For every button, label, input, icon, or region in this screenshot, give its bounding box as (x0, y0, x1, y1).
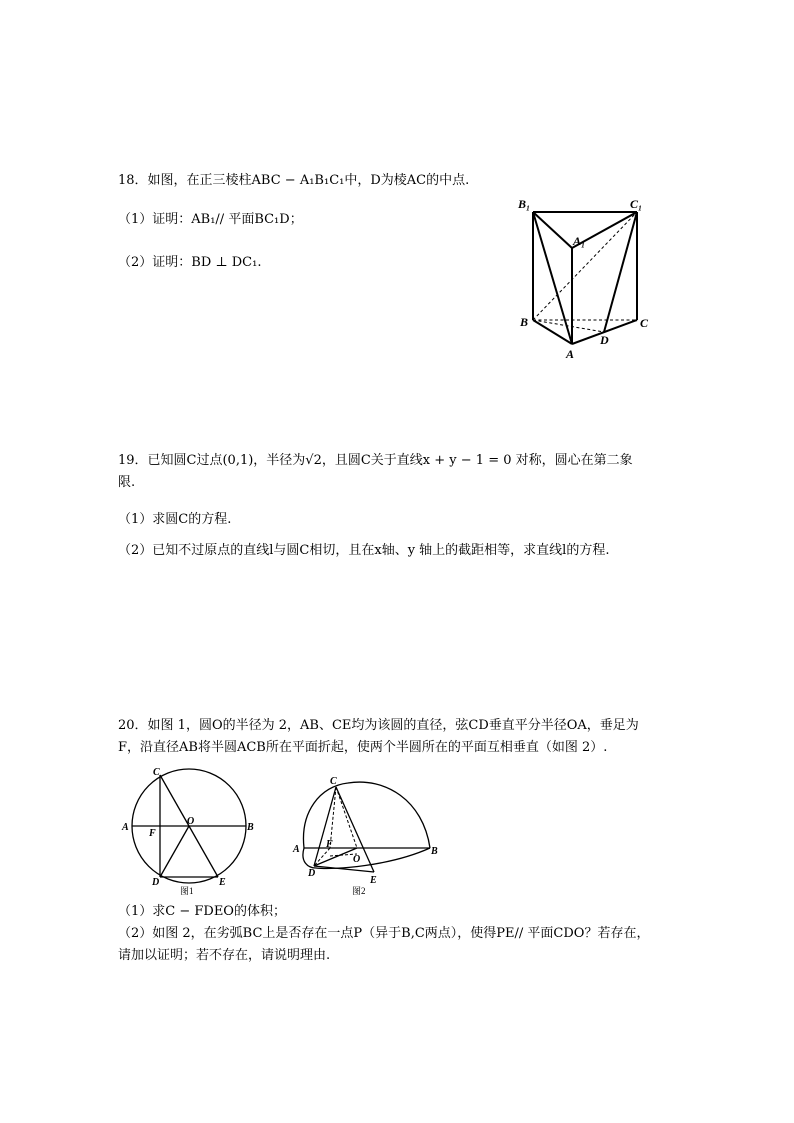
figure-2-folded (290, 770, 445, 898)
fig1-label-a: A (122, 822, 129, 833)
fig1-label-d: D (152, 877, 160, 888)
q20-part2-line1: （2）如图 2，在劣弧BC上是否存在一点P（异于B,C两点），使得PE// 平面CDO？若存在， (118, 926, 650, 941)
fig1-caption: 图1 (180, 886, 194, 896)
segment-do (314, 848, 357, 866)
fig2-label-d: D (308, 868, 316, 879)
hidden-segment-co (336, 787, 357, 848)
fig2-label-f: F (326, 839, 333, 850)
label-c1: C₁ (630, 197, 643, 211)
fig2-label-a: A (293, 844, 300, 855)
label-b1: B₁ (518, 197, 531, 211)
q19-part2: （2）已知不过原点的直线l与圆C相切，且在x轴、y 轴上的截距相等，求直线l的方程. (118, 543, 610, 558)
segment-dc1 (604, 212, 637, 332)
q18-stem: 18．如图，在正三棱柱ABC − A₁B₁C₁中，D为棱AC的中点. (118, 173, 470, 188)
q19-part1: （1）求圆C的方程. (118, 512, 232, 527)
q20-part2-line2: 请加以证明；若不存在，请说明理由. (118, 948, 331, 963)
q20-stem-line1: 20．如图 1，圆O的半径为 2，AB、CE均为该圆的直径，弦CD垂直平分半径OA，垂足为 (118, 718, 639, 733)
label-c: C (640, 316, 649, 330)
q18-part1: （1）证明：AB₁// 平面BC₁D； (118, 212, 303, 227)
fig1-label-e: E (219, 877, 226, 888)
fig2-label-c: C (330, 776, 337, 787)
prism-figure (510, 190, 660, 362)
q20-stem-line2: F，沿直径AB将半圆ACB所在平面折起，使两个半圆所在的平面互相垂直（如图 2）. (118, 740, 608, 755)
q19-stem-line1: 19．已知圆C过点(0,1)，半径为√2，且圆C关于直线x + y − 1 = 0 对称，圆心在第二象 (118, 453, 633, 468)
label-a: A (566, 347, 575, 361)
q20-part1: （1）求C − FDEO的体积； (118, 904, 286, 919)
fig2-caption: 图2 (352, 886, 366, 896)
fig1-label-b: B (247, 822, 254, 833)
fig1-label-o: O (187, 816, 195, 827)
q19-stem-line2: 限. (118, 475, 136, 490)
lower-half-ellipse (303, 848, 430, 868)
figure-1-circle (118, 763, 268, 898)
upper-semicircle (303, 782, 430, 848)
segment-do (160, 826, 189, 877)
fig2-label-b: B (431, 846, 438, 857)
fig2-label-o: O (353, 854, 361, 865)
fig2-label-e: E (370, 875, 377, 886)
fig1-label-c: C (153, 767, 160, 778)
label-b: B (520, 315, 529, 329)
q18-part2: （2）证明：BD ⊥ DC₁. (118, 255, 262, 270)
fig1-label-f: F (149, 828, 156, 839)
label-d: D (600, 333, 609, 347)
label-a1: A₁ (573, 234, 586, 248)
